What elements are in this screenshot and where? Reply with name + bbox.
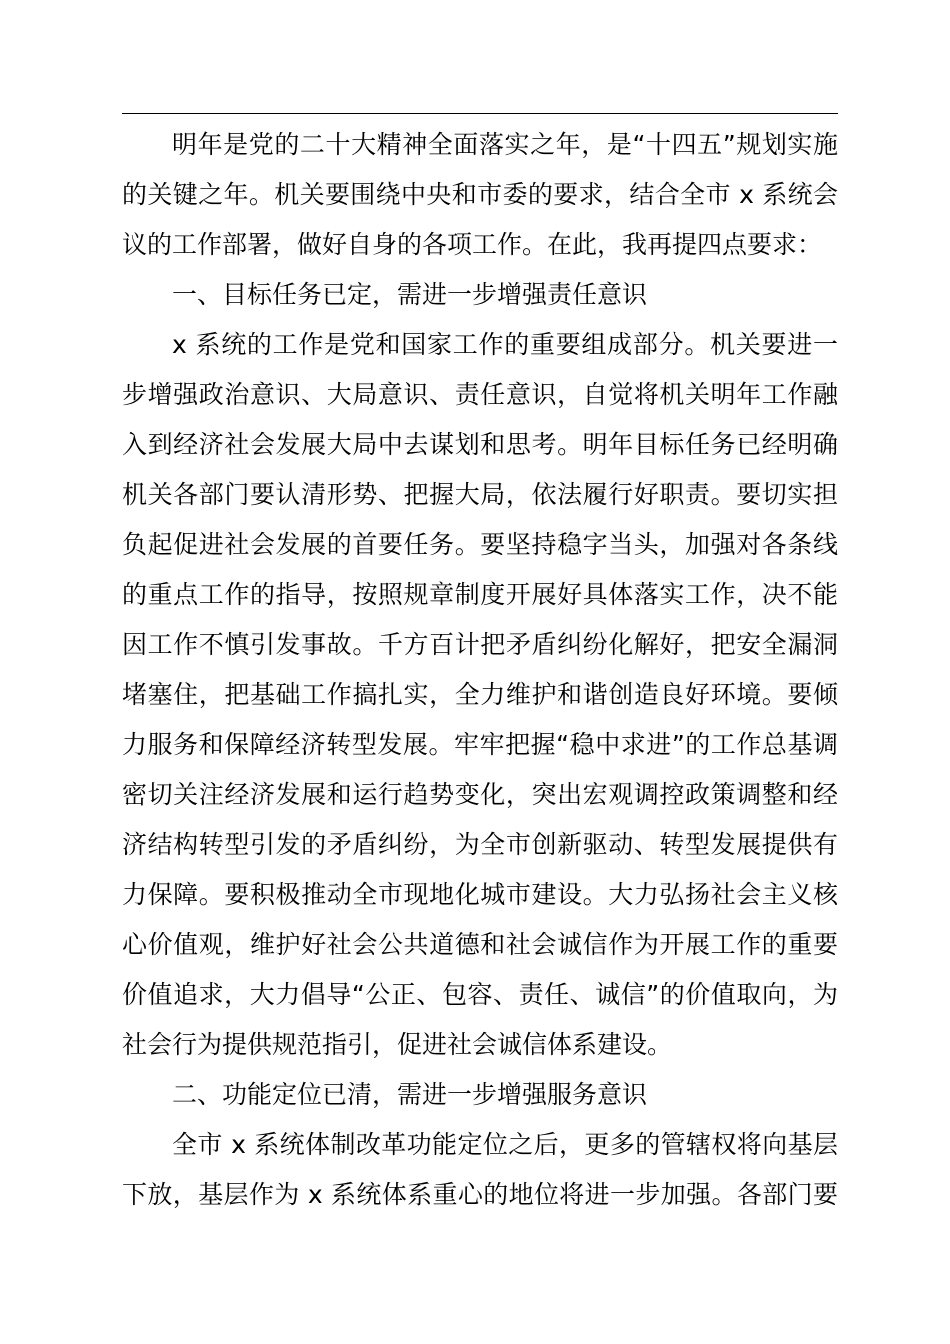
text-line: 堵塞住，把基础工作搞扎实，全力维护和谐创造良好环境。要倾 xyxy=(122,680,838,709)
text-line: 全市 x 系统体制改革功能定位之后，更多的管辖权将向基层 xyxy=(172,1130,838,1159)
text-line: 密切关注经济发展和运行趋势变化，突出宏观调控政策调整和经 xyxy=(122,780,838,809)
section-heading: 一、目标任务已定，需进一步增强责任意识 xyxy=(172,280,648,309)
document-body xyxy=(122,120,838,1220)
text-line: 议的工作部署，做好自身的各项工作。在此，我再提四点要求： xyxy=(122,230,823,259)
text-line: 因工作不慎引发事故。千方百计把矛盾纠纷化解好，把安全漏洞 xyxy=(122,630,838,659)
header-rule xyxy=(122,113,838,114)
text-line: 力服务和保障经济转型发展。牢牢把握“稳中求进”的工作总基调 xyxy=(122,730,838,759)
text-line: x 系统的工作是党和国家工作的重要组成部分。机关要进一 xyxy=(172,330,838,359)
text-line: 负起促进社会发展的首要任务。要坚持稳字当头，加强对各条线 xyxy=(122,530,838,559)
text-line: 社会行为提供规范指引，促进社会诚信体系建设。 xyxy=(122,1030,673,1059)
text-line: 机关各部门要认清形势、把握大局，依法履行好职责。要切实担 xyxy=(122,480,838,509)
section-heading: 二、功能定位已清，需进一步增强服务意识 xyxy=(172,1080,648,1109)
text-line: 下放，基层作为 x 系统体系重心的地位将进一步加强。各部门要 xyxy=(122,1180,838,1209)
text-line: 济结构转型引发的矛盾纠纷，为全市创新驱动、转型发展提供有 xyxy=(122,830,838,859)
text-line: 的关键之年。机关要围绕中央和市委的要求，结合全市 x 系统会 xyxy=(122,180,838,209)
text-line: 的重点工作的指导，按照规章制度开展好具体落实工作，决不能 xyxy=(122,580,838,609)
text-line: 心价值观，维护好社会公共道德和社会诚信作为开展工作的重要 xyxy=(122,930,838,959)
text-line: 明年是党的二十大精神全面落实之年，是“十四五”规划实施 xyxy=(172,130,838,159)
text-line: 价值追求，大力倡导“公正、包容、责任、诚信”的价值取向，为 xyxy=(122,980,838,1009)
text-line: 入到经济社会发展大局中去谋划和思考。明年目标任务已经明确 xyxy=(122,430,838,459)
text-line: 步增强政治意识、大局意识、责任意识，自觉将机关明年工作融 xyxy=(122,380,838,409)
text-line: 力保障。要积极推动全市现地化城市建设。大力弘扬社会主义核 xyxy=(122,880,838,909)
